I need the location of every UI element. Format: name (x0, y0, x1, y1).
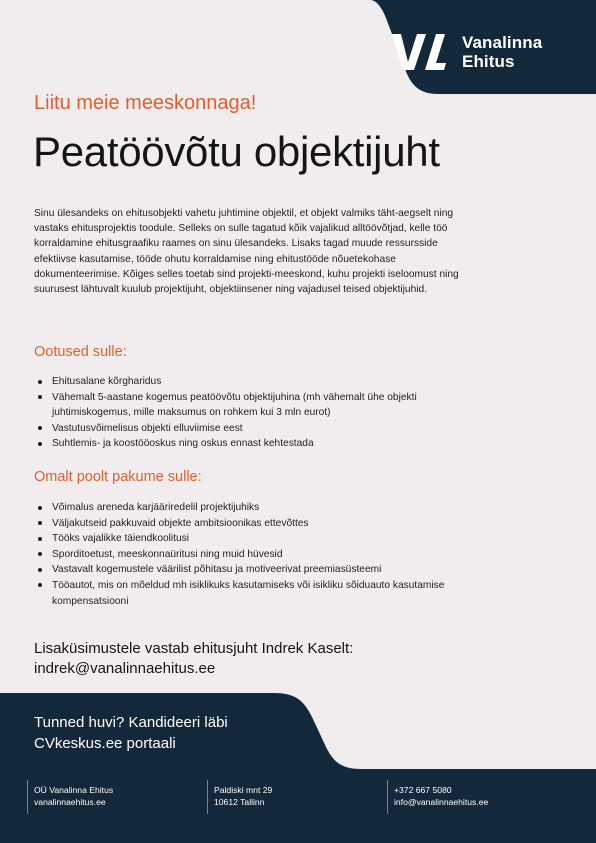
footer-contacts (387, 780, 488, 814)
brand-name-line1: Vanalinna (462, 33, 543, 52)
list-item-text: Vastutusvõimelisus objekti elluviimise eest (52, 422, 243, 434)
list-item (34, 374, 484, 390)
bullet-icon (38, 380, 42, 384)
list-item (34, 390, 484, 421)
list-item (34, 547, 484, 563)
footer-website-link[interactable]: vanalinnaehitus.ee (34, 797, 106, 807)
list-item-text: Võimalus areneda karjääriredelil projektijuhiks (52, 502, 260, 513)
list-item-text: Suhtlemis- ja koostööoskus ning oskus ennast kehtestada (52, 438, 314, 450)
list-item (34, 500, 484, 516)
apply-call-to-action[interactable] (34, 712, 228, 754)
bullet-icon (38, 552, 42, 556)
footer-email-link[interactable]: info@vanalinnaehitus.ee (394, 797, 489, 807)
bullet-icon (38, 506, 42, 510)
expectations-heading: Ootused sulle: (34, 344, 127, 360)
expectations-list (34, 374, 484, 452)
bullet-icon (38, 583, 42, 587)
list-item-text: Ehitusalane kõrgharidus (52, 376, 162, 387)
list-item (34, 421, 484, 437)
contact-block (34, 639, 504, 679)
list-item (34, 531, 484, 547)
list-item-text: Väljakutseid pakkuvaid objekte ambitsioonikas ettevõttes (52, 517, 309, 529)
page-title: Peatöövõtu objektijuht (33, 128, 440, 175)
list-item-text: Vastavalt kogemustele väärilist põhitasu ja motiveerivat preemiasüsteemi (52, 564, 382, 576)
footer-city: 10612 Tallinn (214, 797, 265, 807)
intro-paragraph: Sinu ülesandeks on ehitusobjekti vahetu juhtimine objektil, et objekt valmiks täht-aegselt ning vastaks ehitusprojektis toodule. Selleks on sulle tagatud kõik vajalikud alltöövõtjad, kelle töö korraldamine ehitusgraafiku raames on sinu ülesandeks. Lisaks tagad muude ressursside efektiivse kasutamise, tööde ohutu korraldamise ning ehitustööde nõuetekohase dokumenteerimise. Kõiges selles toetab sind projekti-meeskond, kuhu projekti iseloomust ning suurusest lähtuvalt kuulub projektijuht, objektiinsener ning vajadusel teised objektijuhid. (34, 208, 459, 296)
footer-street: Paldiski mnt 29 (214, 785, 273, 795)
list-item (34, 516, 484, 532)
footer-company-name: OÜ Vanalinna Ehitus (34, 785, 114, 795)
bullet-icon (38, 521, 42, 525)
vl-logo-icon (392, 34, 446, 70)
footer-phone[interactable]: +372 667 5080 (394, 785, 452, 795)
offer-list (34, 500, 484, 609)
bullet-icon (38, 537, 42, 541)
list-item-text: Sporditoetust, meeskonnaüritusi ning muid hüvesid (52, 548, 283, 560)
footer-company (27, 780, 113, 814)
brand-name-line2: Ehitus (462, 52, 515, 71)
bullet-icon (38, 395, 42, 399)
cta-line1: Tunned huvi? Kandideeri läbi (34, 714, 228, 731)
list-item (34, 436, 484, 452)
list-item (34, 578, 484, 609)
cta-line2: CVkeskus.ee portaali (34, 735, 176, 752)
contact-text: Lisaküsimustele vastab ehitusjuht Indrek Kaselt: (34, 640, 354, 657)
kicker-heading: Liitu meie meeskonnaga! (34, 92, 257, 114)
contact-email-link[interactable]: indrek@vanalinnaehitus.ee (34, 660, 216, 677)
list-item-text: Vähemalt 5-aastane kogemus peatöövõtu objektijuhina (mh vähemalt ühe objekti juhtimiskogemus, mille maksumus on rohkem kui 3 mln eurot) (52, 391, 417, 419)
bullet-icon (38, 568, 42, 572)
bullet-icon (38, 426, 42, 430)
footer-address (207, 780, 272, 814)
offer-heading: Omalt poolt pakume sulle: (34, 469, 202, 485)
list-item-text: Tööautot, mis on mõeldud mh isiklikuks kasutamiseks või isikliku sõiduauto kasutamise kompensatsiooni (52, 579, 445, 607)
list-item (34, 562, 484, 578)
bullet-icon (38, 442, 42, 446)
list-item-text: Tööks vajalikke täiendkoolitusi (52, 533, 190, 545)
brand-name (462, 33, 542, 71)
